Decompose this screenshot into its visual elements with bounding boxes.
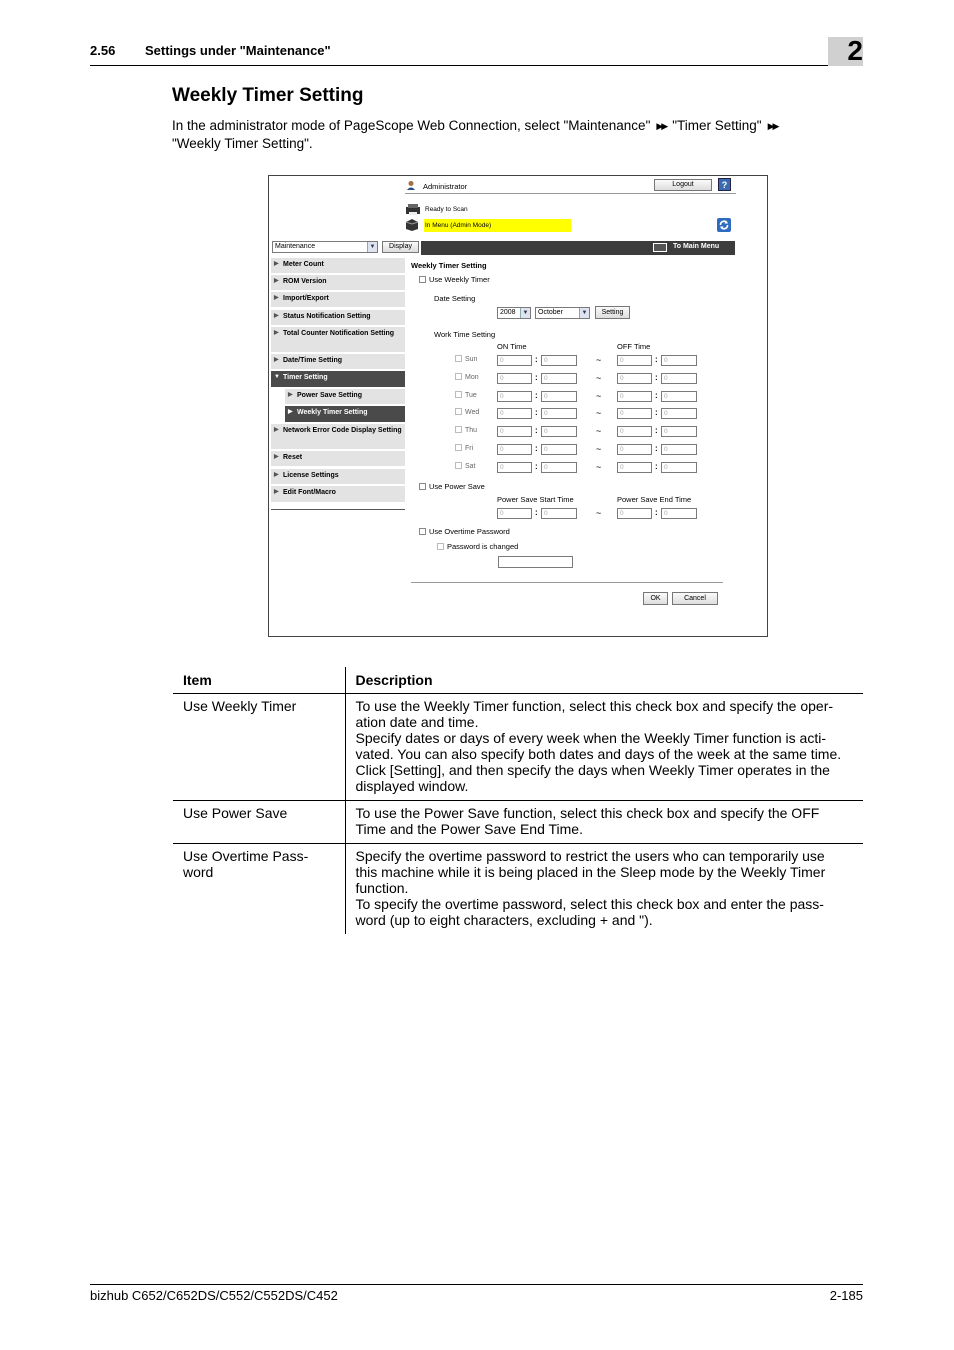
double-arrow-icon: ▶▶ [656,121,667,131]
section-number: 2.56 [90,43,116,58]
table-row [173,843,863,934]
nav-meter-count[interactable]: ▶ Meter Count [271,258,405,273]
table-cell-description: To use the Power Save function, select this check box and specify the OFF Time and the Power Save End Time. [345,800,863,843]
table-row [173,800,863,843]
status-ready: Ready to Scan [425,206,468,213]
ok-button[interactable]: OK [643,592,668,605]
off-hour-field[interactable]: 0 [617,391,652,402]
ps-start-hour-field[interactable]: 0 [497,508,532,519]
on-minute-field[interactable]: 0 [541,355,577,366]
table-row [173,693,863,800]
table-header-item: Item [173,667,345,693]
year-select[interactable]: 2008 ▼ [497,307,531,319]
colon-separator: : [535,355,538,364]
footer-model: bizhub C652/C652DS/C552/C552DS/C452 [90,1288,338,1303]
table-cell-description: Specify the overtime password to restrict the users who can temporarily use this machine while it is being placed in the Sleep mode by the Weekly Timer function. To specify the overtime password, select this check box and enter the pass- word (up to eight characters, excluding + and "). [355,847,826,928]
password-changed-checkbox[interactable]: Password is changed [437,542,518,551]
off-hour-field[interactable]: 0 [617,426,652,437]
work-time-setting-label: Work Time Setting [434,330,496,339]
ps-end-minute-field[interactable]: 0 [661,508,697,519]
nav-network-error-code[interactable]: ▶ Network Error Code Display Setting [271,424,405,449]
table-cell-item: Use Overtime Pass- word [173,843,345,934]
overtime-password-field[interactable] [498,556,573,568]
triangle-right-icon: ▶ [274,313,279,319]
nav-power-save[interactable]: ▶ Power Save Setting [285,389,405,404]
day-checkbox-sun[interactable]: Sun [455,355,477,363]
display-button[interactable]: Display [382,241,419,253]
on-minute-field[interactable]: 0 [541,391,577,402]
main-menu-icon [653,243,667,252]
off-time-label: OFF Time [617,342,651,351]
nav-reset[interactable]: ▶ Reset [271,451,405,466]
logout-button[interactable]: Logout [654,179,712,191]
on-hour-field[interactable]: 0 [497,408,532,419]
triangle-right-icon: ▶ [274,472,279,478]
box-status-icon [405,218,419,232]
on-minute-field[interactable]: 0 [541,444,577,455]
printer-status-icon [405,203,419,215]
day-checkbox-thu[interactable]: Thu [455,426,477,434]
status-admin-mode: In Menu (Admin Mode) [424,219,571,232]
nav-timer-setting[interactable]: ▼ Timer Setting [271,371,405,387]
on-hour-field[interactable]: 0 [497,462,532,473]
use-weekly-timer-checkbox[interactable]: Use Weekly Timer [419,275,490,284]
triangle-right-icon: ▶ [274,454,279,460]
tilde-separator: ~ [596,355,602,365]
nav-weekly-timer[interactable]: ▶ Weekly Timer Setting [285,406,405,422]
off-minute-field[interactable]: 0 [661,373,697,384]
on-minute-field[interactable]: 0 [541,462,577,473]
off-hour-field[interactable]: 0 [617,408,652,419]
triangle-right-icon: ▶ [288,392,293,398]
colon-separator: : [535,444,538,453]
chevron-down-icon: ▼ [367,242,377,252]
chevron-down-icon: ▼ [579,308,589,318]
admin-user-icon [406,180,416,190]
colon-separator: : [655,461,658,471]
intro-paragraph: In the administrator mode of PageScope Web Connection, select "Maintenance" ▶▶ "Timer Setting" ▶▶ "Weekly Timer Setting". [172,118,778,151]
section-title: Settings under "Maintenance" [145,43,331,58]
triangle-down-icon: ▼ [274,374,280,380]
off-hour-field[interactable]: 0 [617,444,652,455]
date-setting-label: Date Setting [434,294,476,303]
use-power-save-checkbox[interactable]: Use Power Save [419,482,485,491]
on-minute-field[interactable]: 0 [541,426,577,437]
day-checkbox-fri[interactable]: Fri [455,444,473,452]
page-footer [90,1284,863,1303]
chapter-tab [828,37,863,66]
colon-separator: : [655,408,658,418]
off-minute-field[interactable]: 0 [661,426,697,437]
on-time-label: ON Time [497,342,527,351]
tilde-separator: ~ [596,372,602,383]
table-cell-description: To use the Weekly Timer function, select this check box and specify the oper- ation date and time. Specify dates or days of every week when the Weekly Timer function is acti- vated. You can also specify both dates and days of the week at the same time. Click [Setting], and then specify the days when Weekly Timer operates in the displayed window. [345,693,863,800]
nav-total-counter-notification[interactable]: ▶ Total Counter Notification Setting [271,327,405,352]
colon-separator: : [535,390,538,400]
on-hour-field[interactable]: 0 [497,355,532,366]
on-hour-field[interactable]: 0 [497,444,532,455]
on-hour-field[interactable]: 0 [497,373,532,384]
colon-separator: : [535,372,538,382]
nav-date-time[interactable]: ▶ Date/Time Setting [271,354,405,369]
on-hour-field[interactable]: 0 [497,426,532,437]
help-icon[interactable]: ? [718,178,731,191]
triangle-right-icon: ▶ [274,278,279,284]
tilde-separator: ~ [596,461,602,472]
tilde-separator: ~ [596,444,602,454]
setting-button[interactable]: Setting [595,306,630,319]
table-header-description: Description [345,667,863,693]
nav-edit-font-macro[interactable]: ▶ Edit Font/Macro [271,486,405,502]
chevron-down-icon: ▼ [520,308,530,318]
colon-separator: : [655,444,658,453]
power-save-end-label: Power Save End Time [617,495,692,504]
off-minute-field[interactable]: 0 [661,462,697,473]
nav-import-export[interactable]: ▶ Import/Export [271,292,405,307]
table-cell-item: Use Weekly Timer [173,693,345,800]
double-arrow-icon: ▶▶ [767,121,778,131]
cancel-button[interactable]: Cancel [672,592,718,605]
on-minute-field[interactable]: 0 [541,408,577,419]
day-checkbox-wed[interactable]: Wed [455,408,479,416]
triangle-right-icon: ▶ [274,261,279,267]
tilde-separator: ~ [596,408,602,419]
tilde-separator: ~ [596,426,602,437]
colon-separator: : [655,355,658,364]
admin-label: Administrator [423,182,468,191]
day-checkbox-tue[interactable]: Tue [455,391,477,399]
off-minute-field[interactable]: 0 [661,408,697,419]
off-minute-field[interactable]: 0 [661,444,697,455]
day-checkbox-mon[interactable]: Mon [455,373,479,381]
refresh-icon[interactable] [717,218,731,232]
colon-separator: : [655,372,658,382]
off-hour-field[interactable]: 0 [617,462,652,473]
to-main-menu-link[interactable]: To Main Menu [673,243,720,250]
triangle-right-icon: ▶ [274,357,279,363]
off-minute-field[interactable]: 0 [661,355,697,366]
table-cell-item: Use Power Save [173,800,345,843]
day-checkbox-sat[interactable]: Sat [455,462,476,470]
ps-start-minute-field[interactable]: 0 [541,508,577,519]
page-header [90,42,863,66]
nav-rom-version[interactable]: ▶ ROM Version [271,275,405,290]
power-save-start-label: Power Save Start Time [497,495,574,504]
triangle-right-icon: ▶ [274,427,279,433]
month-select[interactable]: October ▼ [535,307,590,319]
web-connection-screenshot: Administrator Logout ? Ready to Scan In Menu (Admin Mode) Maintenance ▼ Display To Main Menu ▶ Meter Count ▶ ROM Version ▶ Import/Export ▶ Status Notification Setting ▶ Total Counter Notification Setting ▶ Date/Time Setting ▼ Timer Setting ▶ Power Save Setting ▶ Weekly Timer Setting ▶ Network Error Code Display Setting ▶ Reset ▶ License Settings ▶ Edit Font/Macro Weekly Timer Setting Use Weekly Timer Date Setting 2008 ▼ October ▼ Setting Work Time Setting ON Time OFF Time Sun 0 : 0 ~ 0 : 0 Mon 0 : 0 ~ 0 : 0 Tue 0 : 0 ~ 0 : 0 Wed 0 : 0 ~ 0 : 0 Thu 0 : 0 ~ 0 : 0 Fri 0 : 0 ~ 0 : 0 Sat 0 : 0 ~ 0 : 0 Use Power Save Power Save Start Time Power Save End Time 0 : 0 ~ 0 : 0 Use Overtime Password Password is changed OK Cancel [268,175,768,637]
colon-separator: : [655,426,658,436]
off-hour-field[interactable]: 0 [617,355,652,366]
colon-separator: : [535,408,538,418]
chapter-number: 2 [847,35,863,66]
off-minute-field[interactable]: 0 [661,391,697,402]
footer-page-number: 2-185 [829,1288,863,1303]
ps-end-hour-field[interactable]: 0 [617,508,652,519]
nav-status-notification[interactable]: ▶ Status Notification Setting [271,310,405,325]
triangle-right-icon: ▶ [274,330,279,336]
on-hour-field[interactable]: 0 [497,391,532,402]
triangle-right-icon: ▶ [274,489,279,495]
off-hour-field[interactable]: 0 [617,373,652,384]
description-table [173,667,863,934]
colon-separator: : [655,390,658,400]
colon-separator: : [535,426,538,436]
use-overtime-password-checkbox[interactable]: Use Overtime Password [419,527,510,536]
form-title: Weekly Timer Setting [411,261,487,270]
triangle-right-icon: ▶ [274,295,279,301]
on-minute-field[interactable]: 0 [541,373,577,384]
tilde-separator: ~ [596,390,602,401]
menu-select[interactable]: Maintenance ▼ [272,241,378,253]
colon-separator: : [535,461,538,471]
triangle-right-icon: ▶ [288,409,293,415]
nav-license-settings[interactable]: ▶ License Settings [271,469,405,484]
page-title: Weekly Timer Setting [172,85,364,106]
